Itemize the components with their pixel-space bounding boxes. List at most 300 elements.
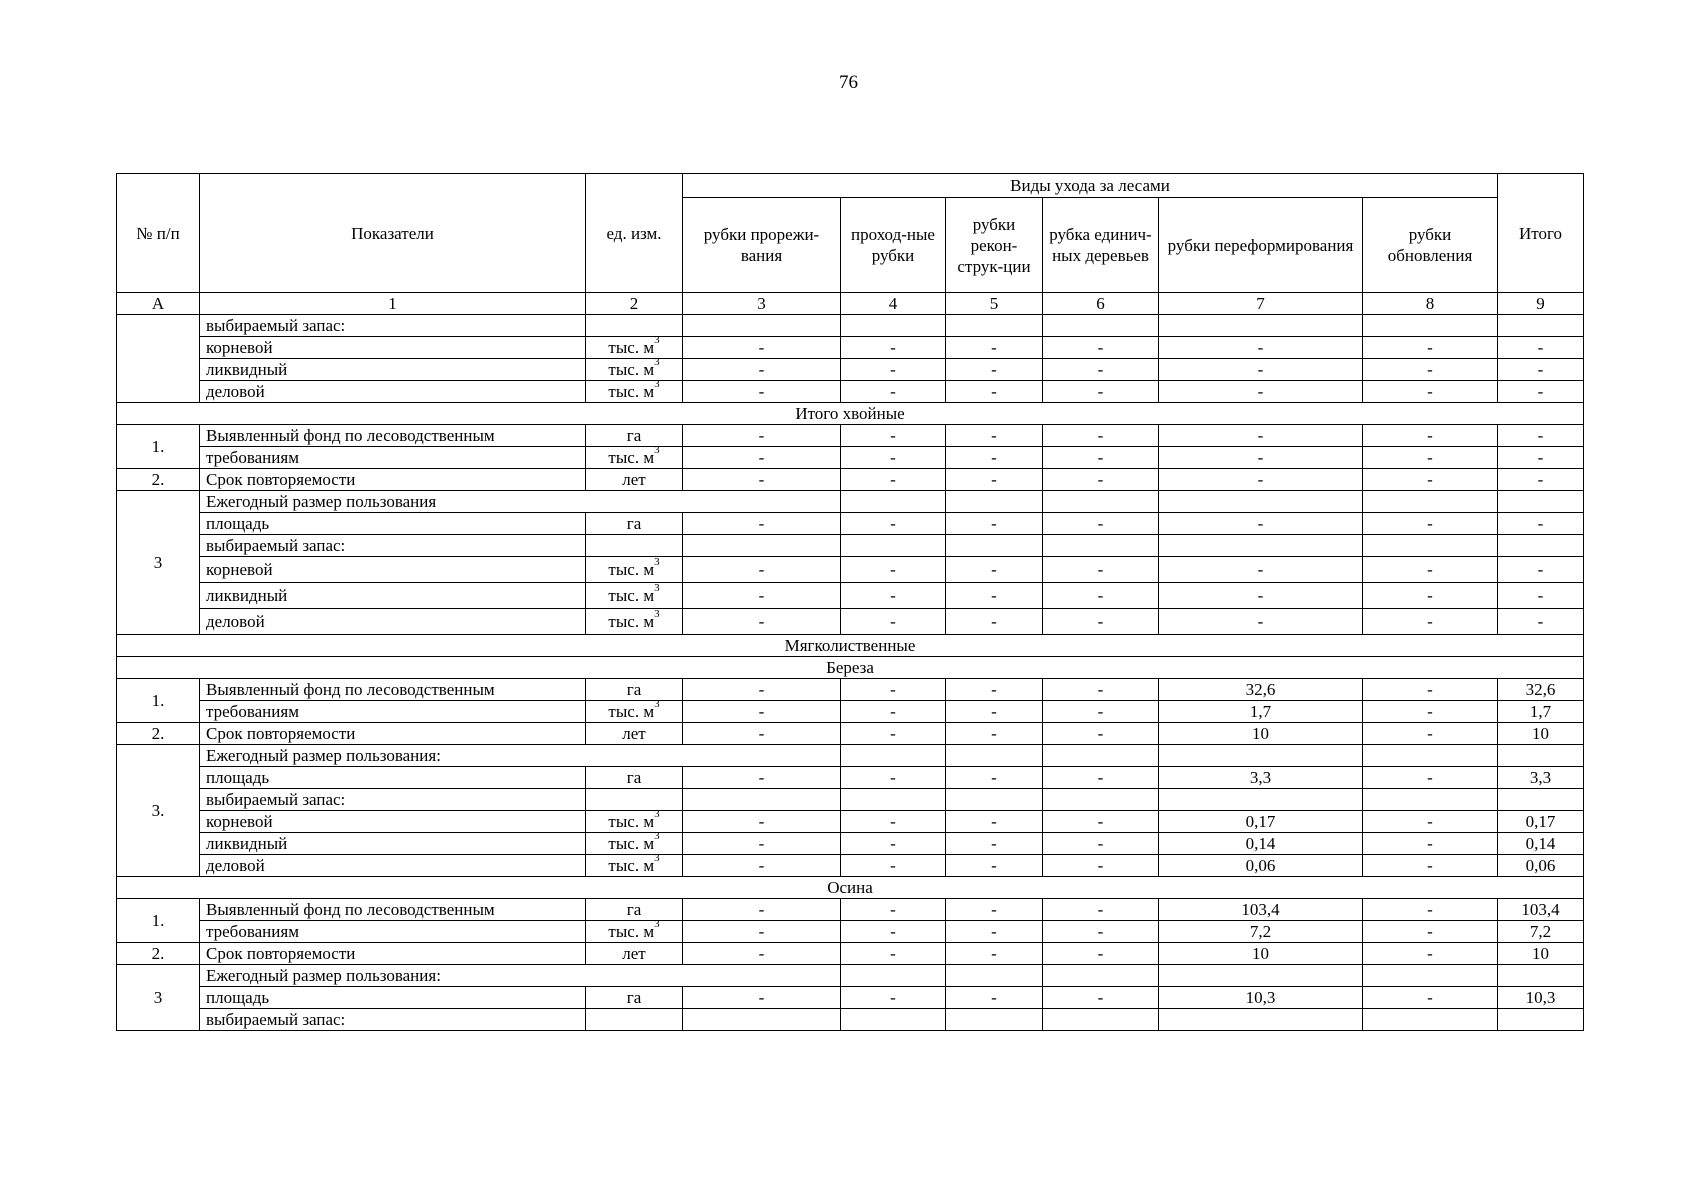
unit-cell	[586, 851, 683, 877]
empty-cell	[1043, 965, 1159, 987]
value-cell: 0,17	[1159, 811, 1363, 833]
dash-cell: -	[1159, 557, 1363, 583]
table-row	[117, 609, 1584, 635]
dash-cell: -	[1159, 469, 1363, 491]
dash-cell: -	[683, 513, 841, 535]
row-label: Выявленный фонд по лесоводственным	[200, 899, 586, 921]
unit-text: тыс. м	[608, 359, 655, 379]
table-row	[117, 381, 1584, 403]
dash-cell: -	[841, 987, 946, 1009]
dash-cell: -	[1043, 583, 1159, 609]
dash-cell: -	[683, 359, 841, 381]
unit-text: тыс. м	[608, 811, 655, 831]
section-row	[117, 635, 1584, 657]
row-number: 1.	[117, 425, 200, 469]
unit-cell: лет	[586, 469, 683, 491]
unit-text: тыс. м	[608, 381, 655, 401]
table-row	[117, 899, 1584, 921]
empty-cell	[1498, 315, 1584, 337]
empty-cell	[1498, 789, 1584, 811]
dash-cell: -	[683, 425, 841, 447]
dash-cell: -	[1043, 557, 1159, 583]
dash-cell: -	[946, 943, 1043, 965]
dash-cell: -	[1498, 557, 1584, 583]
table-row	[117, 315, 1584, 337]
dash-cell: -	[946, 987, 1043, 1009]
dash-cell: -	[1159, 513, 1363, 535]
dash-cell: -	[1043, 513, 1159, 535]
row-label: выбираемый запас:	[200, 315, 586, 337]
value-cell: 7,2	[1159, 921, 1363, 943]
unit-cell: га	[586, 513, 683, 535]
dash-cell: -	[1043, 767, 1159, 789]
dash-cell: -	[841, 679, 946, 701]
header-num: № п/п	[117, 174, 200, 293]
empty-cell	[841, 535, 946, 557]
empty-cell	[1159, 745, 1363, 767]
dash-cell: -	[1363, 447, 1498, 469]
dash-cell: -	[683, 337, 841, 359]
total-cell: 0,14	[1498, 833, 1584, 855]
dash-cell: -	[946, 337, 1043, 359]
dash-cell: -	[1498, 469, 1584, 491]
unit-superscript: 3	[654, 829, 660, 842]
unit-superscript: 3	[654, 851, 660, 864]
unit-superscript: 3	[654, 377, 660, 390]
dash-cell: -	[1043, 855, 1159, 877]
dash-cell: -	[683, 583, 841, 609]
dash-cell: -	[1363, 359, 1498, 381]
empty-cell	[1498, 745, 1584, 767]
row-label: деловой	[200, 381, 586, 403]
dash-cell: -	[1043, 943, 1159, 965]
table-row	[117, 337, 1584, 359]
dash-cell: -	[1043, 899, 1159, 921]
section-row	[117, 657, 1584, 679]
value-cell: 0,14	[1159, 833, 1363, 855]
dash-cell: -	[946, 447, 1043, 469]
dash-cell: -	[683, 943, 841, 965]
dash-cell: -	[841, 583, 946, 609]
empty-cell	[1159, 535, 1363, 557]
unit-superscript: 3	[654, 581, 660, 594]
dash-cell: -	[841, 381, 946, 403]
empty-cell	[586, 315, 683, 337]
empty-cell	[586, 789, 683, 811]
col-number: 6	[1043, 293, 1159, 315]
dash-cell: -	[1043, 609, 1159, 635]
dash-cell: -	[841, 811, 946, 833]
row-label: Срок повторяемости	[200, 943, 586, 965]
dash-cell: -	[683, 557, 841, 583]
row-number: 3.	[117, 745, 200, 877]
dash-cell: -	[1043, 811, 1159, 833]
empty-cell	[1043, 535, 1159, 557]
unit-text: тыс. м	[608, 833, 655, 853]
col-number: 4	[841, 293, 946, 315]
empty-cell	[683, 535, 841, 557]
table-row	[117, 679, 1584, 701]
empty-cell	[1043, 491, 1159, 513]
dash-cell: -	[1159, 583, 1363, 609]
unit-superscript: 3	[654, 917, 660, 930]
dash-cell: -	[1159, 359, 1363, 381]
dash-cell: -	[946, 723, 1043, 745]
header-indicators: Показатели	[200, 174, 586, 293]
row-number: 3	[117, 491, 200, 635]
row-label: ликвидный	[200, 583, 586, 609]
unit-cell	[586, 557, 683, 583]
dash-cell: -	[1043, 921, 1159, 943]
dash-cell: -	[1159, 381, 1363, 403]
dash-cell: -	[946, 833, 1043, 855]
table-row	[117, 965, 1584, 987]
dash-cell: -	[946, 679, 1043, 701]
table-row	[117, 513, 1584, 535]
empty-cell	[1498, 1009, 1584, 1031]
dash-cell: -	[683, 469, 841, 491]
unit-text: тыс. м	[608, 855, 655, 875]
dash-cell: -	[1498, 337, 1584, 359]
unit-superscript: 3	[654, 443, 660, 456]
table-row	[117, 921, 1584, 943]
dash-cell: -	[841, 723, 946, 745]
total-cell: 0,17	[1498, 811, 1584, 833]
dash-cell: -	[841, 447, 946, 469]
unit-cell: га	[586, 767, 683, 789]
dash-cell: -	[1498, 381, 1584, 403]
unit-text: тыс. м	[608, 611, 655, 631]
unit-cell	[586, 355, 683, 381]
row-number: 1.	[117, 899, 200, 943]
row-label: выбираемый запас:	[200, 1009, 586, 1031]
empty-cell	[946, 535, 1043, 557]
dash-cell: -	[1159, 425, 1363, 447]
dash-cell: -	[841, 469, 946, 491]
table-row	[117, 557, 1584, 583]
dash-cell: -	[841, 855, 946, 877]
dash-cell: -	[1043, 987, 1159, 1009]
unit-cell	[586, 917, 683, 943]
dash-cell: -	[683, 447, 841, 469]
dash-cell: -	[1363, 609, 1498, 635]
empty-cell	[841, 315, 946, 337]
row-label: Ежегодный размер пользования:	[200, 745, 841, 767]
dash-cell: -	[683, 833, 841, 855]
table-row	[117, 723, 1584, 745]
row-label: требованиям	[200, 447, 586, 469]
row-label: Срок повторяемости	[200, 469, 586, 491]
table-row	[117, 745, 1584, 767]
table-row	[117, 833, 1584, 855]
dash-cell: -	[683, 987, 841, 1009]
dash-cell: -	[1498, 583, 1584, 609]
unit-cell: га	[586, 987, 683, 1009]
dash-cell: -	[841, 609, 946, 635]
col-number: 2	[586, 293, 683, 315]
row-label: Выявленный фонд по лесоводственным	[200, 425, 586, 447]
dash-cell: -	[946, 767, 1043, 789]
unit-superscript: 3	[654, 807, 660, 820]
col-number: 8	[1363, 293, 1498, 315]
unit-cell	[586, 829, 683, 855]
empty-cell	[841, 965, 946, 987]
dash-cell: -	[1363, 899, 1498, 921]
empty-cell	[586, 1009, 683, 1031]
dash-cell: -	[1363, 833, 1498, 855]
row-label: деловой	[200, 609, 586, 635]
empty-cell	[1363, 745, 1498, 767]
dash-cell: -	[683, 921, 841, 943]
col-number: 3	[683, 293, 841, 315]
row-number-cell	[117, 315, 200, 403]
dash-cell: -	[1159, 609, 1363, 635]
dash-cell: -	[1363, 921, 1498, 943]
row-number: 2.	[117, 943, 200, 965]
dash-cell: -	[683, 701, 841, 723]
empty-cell	[1498, 491, 1584, 513]
empty-cell	[1159, 315, 1363, 337]
unit-cell	[586, 333, 683, 359]
row-label: площадь	[200, 513, 586, 535]
dash-cell: -	[1363, 583, 1498, 609]
empty-cell	[586, 535, 683, 557]
value-cell: 1,7	[1159, 701, 1363, 723]
total-cell: 10	[1498, 943, 1584, 965]
total-cell: 10	[1498, 723, 1584, 745]
table-row	[117, 425, 1584, 447]
dash-cell: -	[841, 767, 946, 789]
dash-cell: -	[841, 337, 946, 359]
unit-text: тыс. м	[608, 559, 655, 579]
dash-cell: -	[946, 701, 1043, 723]
value-cell: 0,06	[1159, 855, 1363, 877]
empty-cell	[1363, 535, 1498, 557]
empty-cell	[1043, 315, 1159, 337]
empty-cell	[1498, 535, 1584, 557]
empty-cell	[1363, 1009, 1498, 1031]
dash-cell: -	[1043, 425, 1159, 447]
dash-cell: -	[1159, 337, 1363, 359]
dash-cell: -	[683, 609, 841, 635]
table-row	[117, 359, 1584, 381]
empty-cell	[841, 745, 946, 767]
row-label: площадь	[200, 987, 586, 1009]
dash-cell: -	[1363, 679, 1498, 701]
table-row	[117, 855, 1584, 877]
dash-cell: -	[1363, 381, 1498, 403]
dash-cell: -	[841, 921, 946, 943]
unit-superscript: 3	[654, 697, 660, 710]
unit-cell	[586, 443, 683, 469]
empty-cell	[683, 1009, 841, 1031]
dash-cell: -	[1498, 425, 1584, 447]
table-row	[117, 767, 1584, 789]
unit-text: тыс. м	[608, 585, 655, 605]
empty-cell	[946, 965, 1043, 987]
dash-cell: -	[1498, 609, 1584, 635]
header-type-6: рубки обновления	[1363, 198, 1498, 293]
dash-cell: -	[1043, 679, 1159, 701]
table-row	[117, 943, 1584, 965]
empty-cell	[683, 315, 841, 337]
dash-cell: -	[1043, 447, 1159, 469]
dash-cell: -	[683, 381, 841, 403]
unit-cell: лет	[586, 943, 683, 965]
dash-cell: -	[841, 557, 946, 583]
empty-cell	[1159, 789, 1363, 811]
section-row	[117, 403, 1584, 425]
row-label: Срок повторяемости	[200, 723, 586, 745]
empty-cell	[1498, 965, 1584, 987]
dash-cell: -	[1043, 723, 1159, 745]
table-row	[117, 491, 1584, 513]
row-number: 2.	[117, 469, 200, 491]
unit-text: тыс. м	[608, 447, 655, 467]
unit-cell: лет	[586, 723, 683, 745]
dash-cell: -	[683, 811, 841, 833]
value-cell: 103,4	[1159, 899, 1363, 921]
empty-cell	[1043, 1009, 1159, 1031]
header-type-3: рубки рекон-струк-ции	[946, 198, 1043, 293]
dash-cell: -	[841, 701, 946, 723]
empty-cell	[1363, 315, 1498, 337]
empty-cell	[946, 1009, 1043, 1031]
header-total: Итого	[1498, 174, 1584, 293]
table-row	[117, 987, 1584, 1009]
dash-cell: -	[1363, 513, 1498, 535]
dash-cell: -	[946, 425, 1043, 447]
dash-cell: -	[1363, 557, 1498, 583]
dash-cell: -	[683, 767, 841, 789]
dash-cell: -	[1043, 359, 1159, 381]
column-numbers-row	[117, 293, 1584, 315]
dash-cell: -	[1043, 833, 1159, 855]
dash-cell: -	[1363, 943, 1498, 965]
table-row	[117, 811, 1584, 833]
unit-cell	[586, 609, 683, 635]
empty-cell	[946, 789, 1043, 811]
col-number: А	[117, 293, 200, 315]
value-cell: 10,3	[1159, 987, 1363, 1009]
dash-cell: -	[946, 557, 1043, 583]
dash-cell: -	[946, 583, 1043, 609]
empty-cell	[841, 491, 946, 513]
dash-cell: -	[841, 425, 946, 447]
dash-cell: -	[946, 513, 1043, 535]
row-label: корневой	[200, 337, 586, 359]
col-number: 1	[200, 293, 586, 315]
empty-cell	[946, 745, 1043, 767]
dash-cell: -	[1159, 447, 1363, 469]
dash-cell: -	[1363, 469, 1498, 491]
dash-cell: -	[1363, 811, 1498, 833]
section-title: Мягколиственные	[117, 635, 1584, 657]
section-title: Осина	[117, 877, 1584, 899]
row-label: Ежегодный размер пользования	[200, 491, 841, 513]
unit-superscript: 3	[654, 555, 660, 568]
empty-cell	[841, 789, 946, 811]
empty-cell	[1159, 1009, 1363, 1031]
total-cell: 0,06	[1498, 855, 1584, 877]
unit-text: тыс. м	[608, 701, 655, 721]
row-label: Выявленный фонд по лесоводственным	[200, 679, 586, 701]
table-row	[117, 583, 1584, 609]
row-label: требованиям	[200, 701, 586, 723]
row-label: выбираемый запас:	[200, 789, 586, 811]
header-type-4: рубка единич-ных деревьев	[1043, 198, 1159, 293]
unit-superscript: 3	[654, 333, 660, 346]
row-label: требованиям	[200, 921, 586, 943]
dash-cell: -	[683, 899, 841, 921]
total-cell: 7,2	[1498, 921, 1584, 943]
row-number: 3	[117, 965, 200, 1031]
dash-cell: -	[1363, 723, 1498, 745]
row-label: деловой	[200, 855, 586, 877]
header-unit: ед. изм.	[586, 174, 683, 293]
dash-cell: -	[683, 679, 841, 701]
dash-cell: -	[683, 855, 841, 877]
total-cell: 3,3	[1498, 767, 1584, 789]
value-cell: 32,6	[1159, 679, 1363, 701]
empty-cell	[1159, 965, 1363, 987]
value-cell: 3,3	[1159, 767, 1363, 789]
page-number: 76	[839, 72, 858, 93]
forest-care-table	[116, 173, 1584, 1031]
dash-cell: -	[946, 899, 1043, 921]
empty-cell	[946, 491, 1043, 513]
unit-superscript: 3	[654, 355, 660, 368]
row-label: ликвидный	[200, 833, 586, 855]
dash-cell: -	[1043, 701, 1159, 723]
total-cell: 10,3	[1498, 987, 1584, 1009]
value-cell: 10	[1159, 723, 1363, 745]
unit-cell	[586, 583, 683, 609]
section-title: Береза	[117, 657, 1584, 679]
dash-cell: -	[946, 381, 1043, 403]
dash-cell: -	[1498, 359, 1584, 381]
dash-cell: -	[1498, 513, 1584, 535]
unit-superscript: 3	[654, 607, 660, 620]
dash-cell: -	[1363, 987, 1498, 1009]
dash-cell: -	[841, 943, 946, 965]
dash-cell: -	[841, 359, 946, 381]
dash-cell: -	[1498, 447, 1584, 469]
dash-cell: -	[946, 609, 1043, 635]
row-label: ликвидный	[200, 359, 586, 381]
empty-cell	[946, 315, 1043, 337]
table-row	[117, 535, 1584, 557]
row-number: 1.	[117, 679, 200, 723]
dash-cell: -	[1043, 337, 1159, 359]
dash-cell: -	[1043, 381, 1159, 403]
dash-cell: -	[1363, 701, 1498, 723]
section-row	[117, 877, 1584, 899]
unit-cell	[586, 377, 683, 403]
empty-cell	[1363, 965, 1498, 987]
dash-cell: -	[683, 723, 841, 745]
dash-cell: -	[946, 359, 1043, 381]
empty-cell	[683, 789, 841, 811]
unit-cell	[586, 807, 683, 833]
total-cell: 1,7	[1498, 701, 1584, 723]
table-row	[117, 469, 1584, 491]
row-label: корневой	[200, 557, 586, 583]
dash-cell: -	[1363, 337, 1498, 359]
dash-cell: -	[841, 833, 946, 855]
empty-cell	[1159, 491, 1363, 513]
table-row	[117, 701, 1584, 723]
